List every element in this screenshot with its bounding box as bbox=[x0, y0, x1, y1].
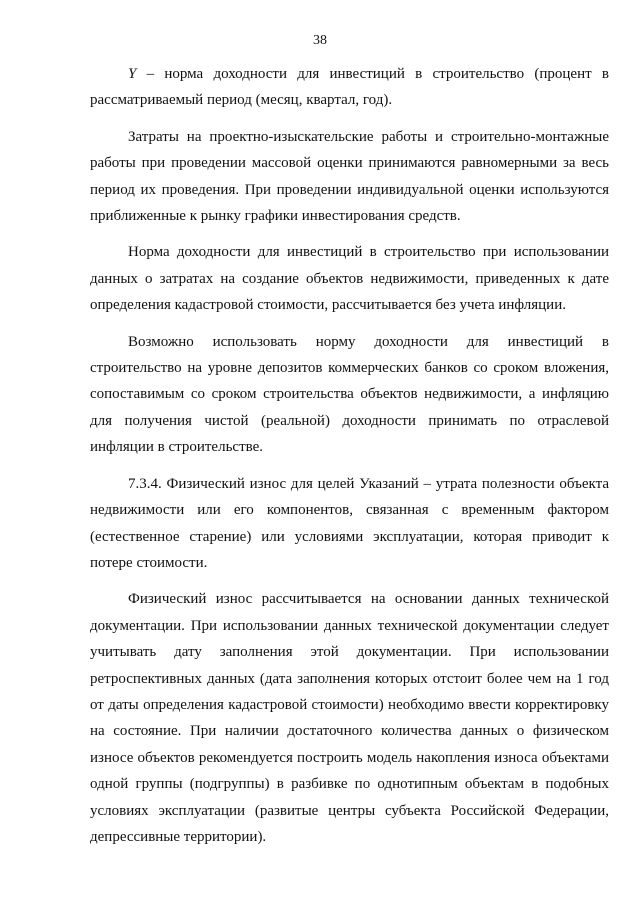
paragraph-yield-definition bbox=[90, 61, 609, 114]
document-body bbox=[90, 61, 609, 850]
page-number: 38 bbox=[313, 33, 327, 48]
paragraph-design-costs: Затраты на проектно-изыскательские работы и строительно-монтажные работы при проведении массовой оценки принимаются равномерными за весь период их проведения. При проведении индивидуальной оценки используются приближенные к рынку графики инвестирования средств. bbox=[90, 128, 609, 225]
paragraph-physical-wear-definition: 7.3.4. Физический износ для целей Указаний – утрата полезности объекта недвижимости или его компонентов, связанная с временным фактором (естественное старение) или условиями эксплуатации, которая приводит к потере стоимости. bbox=[90, 475, 609, 571]
paragraph-yield-norm: Норма доходности для инвестиций в строительство при использовании данных о затратах на создание объектов недвижимости, приведенных к дате определения кадастровой стоимости, рассчитывается без учета инфляции. bbox=[90, 244, 609, 314]
variable-y: Y bbox=[128, 66, 137, 82]
paragraph-text: – норма доходности для инвестиций в строительство (процент в рассматриваемый период (месяц, квартал, год). bbox=[90, 66, 609, 109]
paragraph-deposit-rate: Возможно использовать норму доходности для инвестиций в строительство на уровне депозитов коммерческих банков со сроком вложения, сопоставимым со сроком строительства объектов недвижимости, а инфляцию для получения чистой (реальной) доходности принимать по отраслевой инфляции в строительстве. bbox=[90, 333, 609, 456]
paragraph-physical-wear-calculation: Физический износ рассчитывается на основании данных технической документации. При использовании данных технической документации следует учитывать дату заполнения этой документации. При использовании ретроспективных данных (дата заполнения которых отстоит более чем на 1 год от даты определения кадастровой стоимости) необходимо ввести корректировку на состояние. При наличии достаточного количества данных о физическом износе объектов рекомендуется построить модель накопления износа объектами одной группы (подгруппы) в разбивке по однотипным объектам в подобных условиях эксплуатации (развитые центры субъекта Российской Федерации, депрессивные территории). bbox=[90, 591, 609, 845]
